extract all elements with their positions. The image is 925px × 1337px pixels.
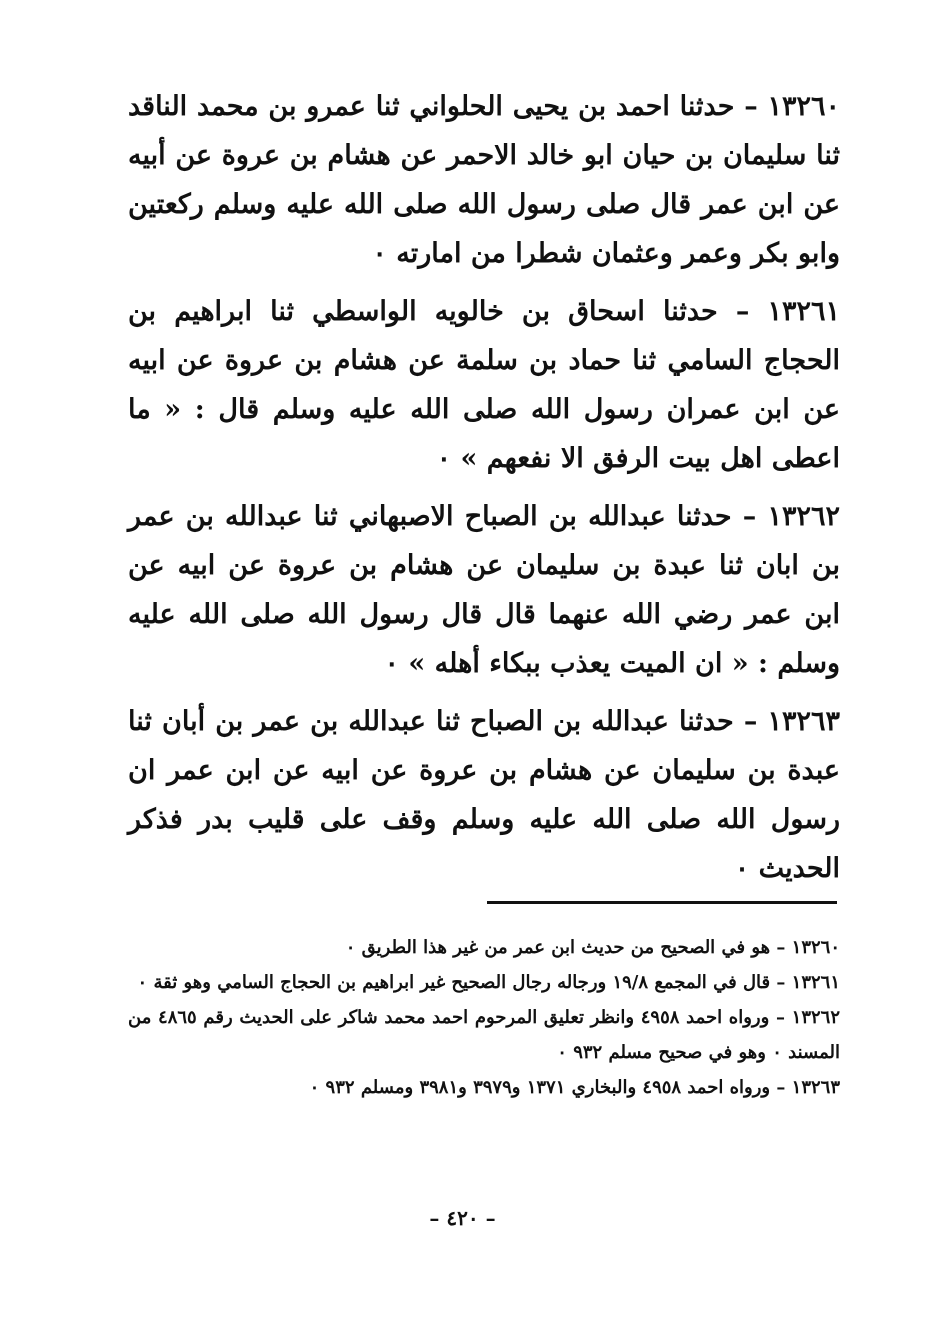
footnote-divider	[487, 901, 837, 904]
hadith-13261: ١٣٢٦١ – حدثنا اسحاق بن خالويه الواسطي ثنا ابراهيم بن الحجاج السامي ثنا حماد بن سلمة عن هشام بن عروة عن ابيه عن ابن عمران رسول الله صلى الله عليه وسلم قال : « ما اعطى اهل بيت الرفق الا نفعهم » ٠	[128, 296, 840, 474]
footnote-13262: ١٣٢٦٢ – ورواه احمد ٤٩٥٨ وانظر تعليق المرحوم احمد محمد شاكر على الحديث رقم ٤٨٦٥ من المسند ٠ وهو في صحيح مسلم ٩٣٢ ٠	[128, 1007, 840, 1063]
footnotes-section	[128, 930, 840, 1105]
footnote-13261: ١٣٢٦١ – قال في المجمع ١٩/٨ ورجاله رجال الصحيح غير ابراهيم بن الحجاج السامي وهو ثقة ٠	[137, 972, 840, 993]
hadith-text-body	[128, 82, 840, 902]
hadith-13263: ١٣٢٦٣ – حدثنا عبدالله بن الصباح ثنا عبدالله بن عمر بن أبان ثنا عبدة بن سليمان عن هشام بن عروة عن ابيه عن ابن عمر ان رسول الله صلى الله عليه وسلم وقف على قليب بدر فذكر الحديث ٠	[128, 706, 840, 884]
hadith-13262: ١٣٢٦٢ – حدثنا عبدالله بن الصباح الاصبهاني ثنا عبدالله بن عمر بن ابان ثنا عبدة بن سليمان عن هشام بن عروة عن ابيه عن ابن عمر رضي الله عنهما قال قال رسول الله صلى الله عليه وسلم : « ان الميت يعذب ببكاء أهله » ٠	[128, 501, 840, 679]
footnote-13260: ١٣٢٦٠ – هو في الصحيح من حديث ابن عمر من غير هذا الطريق ٠	[345, 937, 840, 958]
hadith-13260: ١٣٢٦٠ – حدثنا احمد بن يحيى الحلواني ثنا عمرو بن محمد الناقد ثنا سليمان بن حيان ابو خالد الاحمر عن هشام بن عروة عن أبيه عن ابن عمر قال صلى رسول الله صلى الله عليه وسلم ركعتين وابو بكر وعمر وعثمان شطرا من امارته ٠	[128, 91, 840, 269]
footnote-13263: ١٣٢٦٣ – ورواه احمد ٤٩٥٨ والبخاري ١٣٧١ و٣٩٧٩ و٣٩٨١ ومسلم ٩٣٢ ٠	[309, 1077, 840, 1098]
page-number: – ٤٢٠ –	[429, 1206, 496, 1230]
